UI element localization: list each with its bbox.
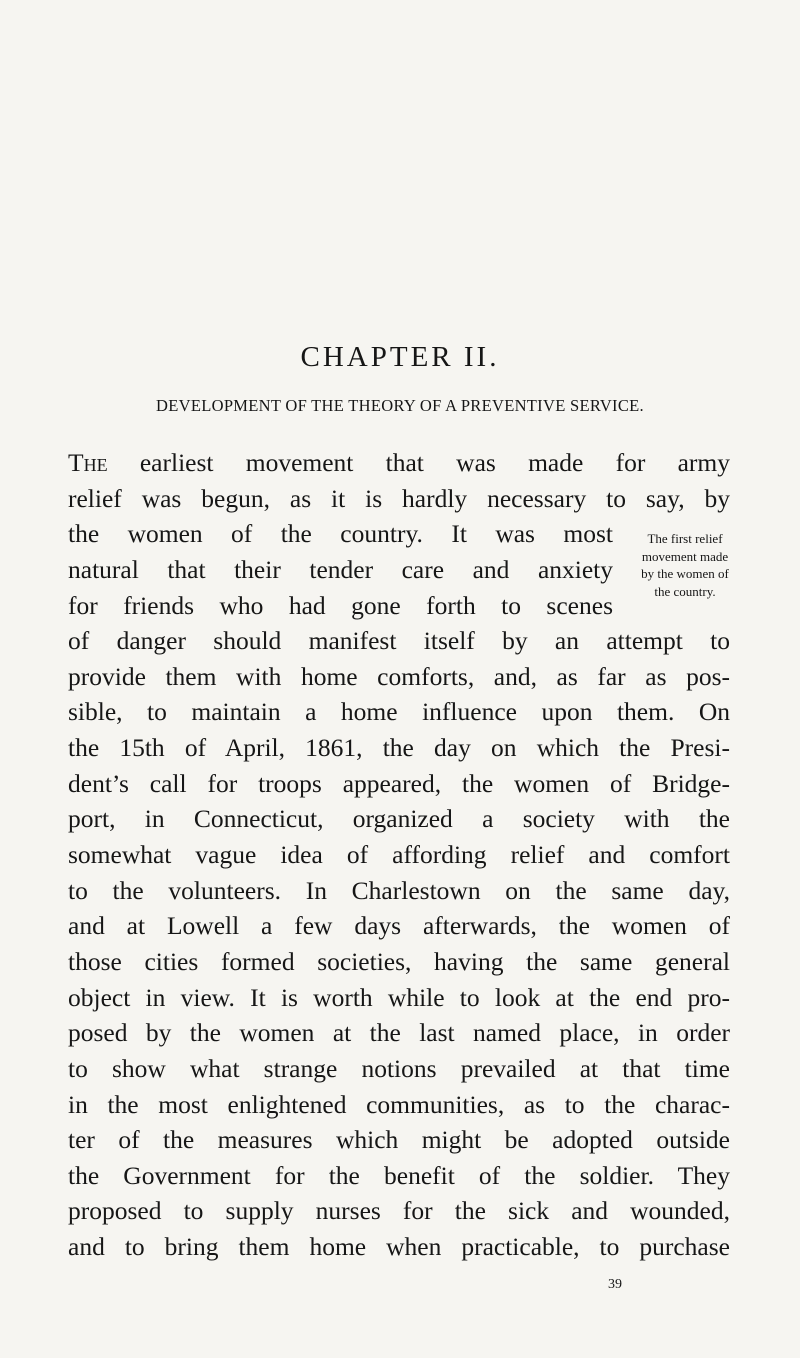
body-line-23: and to bring them home when practicable, to purchase (68, 1232, 730, 1262)
body-line-18: to show what strange notions prevailed at that time (68, 1053, 730, 1083)
body-line-12: somewhat vague idea of affording relief and comfort (68, 840, 730, 870)
body-line-6: of danger should manifest itself by an attempt to (68, 626, 730, 656)
body-line-16: object in view. It is worth while to look at the end pro- (68, 982, 730, 1012)
margin-note-line-2: movement made (641, 548, 729, 564)
body-line-20: ter of the measures which might be adopted outside (68, 1125, 730, 1155)
body-line-13: to the volunteers. In Charlestown on the same day, (68, 875, 730, 905)
body-line-5: for friends who had gone forth to scenes (68, 590, 613, 620)
body-line-10: dent’s call for troops appeared, the women of Bridge- (68, 768, 730, 798)
body-line-2: relief was begun, as it is hardly necessary to say, by (68, 483, 730, 513)
body-line-3: the women of the country. It was most (68, 519, 613, 549)
body-line-15: those cities formed societies, having the same general (68, 946, 730, 976)
body-line-9: the 15th of April, 1861, the day on which the Presi- (68, 733, 730, 763)
body-line-1 (68, 445, 730, 481)
margin-note-line-3: by the women of (641, 566, 729, 581)
margin-note-line-4: the country. (654, 583, 716, 599)
body-line-4: natural that their tender care and anxiety (68, 554, 613, 584)
body-line-11: port, in Connecticut, organized a society with the (68, 804, 730, 834)
body-line-19: in the most enlightened communities, as to the charac- (68, 1089, 730, 1119)
opening-word: The (68, 448, 108, 477)
margin-note (625, 530, 745, 600)
body-line-7: provide them with home comforts, and, as far as pos- (68, 661, 730, 691)
body-line-21: the Government for the benefit of the soldier. They (68, 1160, 730, 1190)
body-line-17: posed by the women at the last named place, in order (68, 1018, 730, 1048)
body-line-8: sible, to maintain a home influence upon them. On (68, 697, 730, 727)
chapter-subtitle: DEVELOPMENT OF THE THEORY OF A PREVENTIVE SERVICE. (156, 396, 644, 415)
margin-note-line-1: The first relief (647, 531, 723, 546)
chapter-title: CHAPTER II. (300, 341, 500, 373)
body-line-14: and at Lowell a few days afterwards, the women of (68, 911, 730, 941)
body-line-1-text: earliest movement that was made for army (107, 448, 730, 477)
body-line-22: proposed to supply nurses for the sick and wounded, (68, 1196, 730, 1226)
page-number: 39 (608, 1277, 622, 1292)
